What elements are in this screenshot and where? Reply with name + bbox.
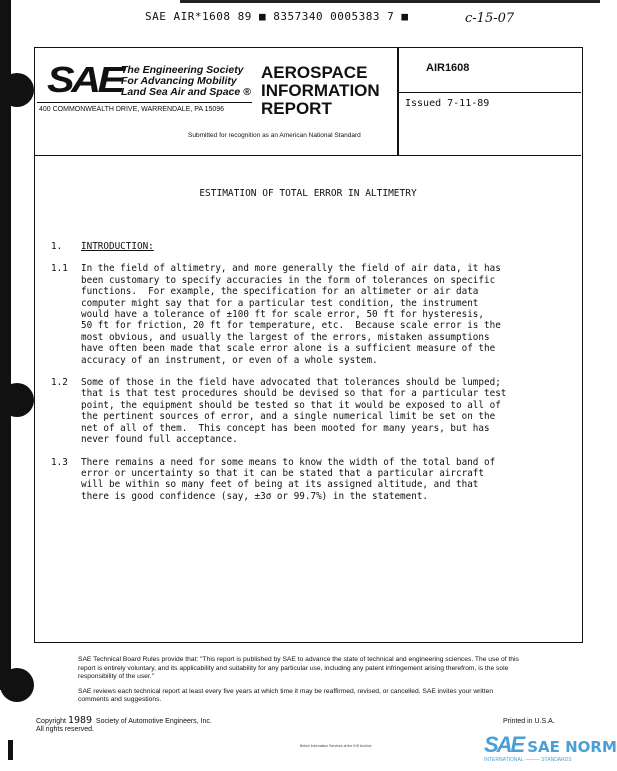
address: 400 COMMONWEALTH DRIVE, WARRENDALE, PA 15096: [39, 106, 225, 113]
copyright: [36, 717, 212, 734]
punch-hole: [0, 383, 34, 417]
paragraph: [51, 457, 576, 503]
watermark-sub: INTERNATIONAL ——— STANDARDS: [484, 757, 572, 763]
report-type-line: AEROSPACE: [261, 63, 368, 82]
review-text: SAE reviews each technical report at least every five years at which time it may be reaffirmed, revised, or cancelled. SAE invites your written comments and suggestions.: [78, 687, 494, 703]
report-type-line: INFORMATION: [261, 81, 380, 100]
section-number: 1.3: [51, 456, 68, 468]
archive-note: British Information Services at the IHS Archive: [300, 744, 372, 748]
doc-number-box: [398, 48, 581, 93]
sae-norm-watermark: [484, 734, 617, 759]
watermark-logo: SAE: [484, 732, 524, 757]
report-frame: [34, 47, 583, 643]
tagline-line: Land Sea Air and Space ®: [121, 86, 251, 98]
paragraph-text: In the field of altimetry, and more generally the field of air data, it has been customary to specify accuracies in the form of tolerances on specific functions. For example, the specification for an altimeter or air data computer might say that for a particular test condition, the instrument would have a tolerance of ±100 ft for scale error, 50 ft for hysteresis, 50 ft for friction, 20 ft for temperature, etc. Because scale error is the most obvious, and usually the largest of the errors, mistaken assumptions have often been made that scale error alone is a sufficient measure of the accuracy of an instrument, or even of a whole system.: [81, 263, 501, 366]
paragraph-text: There remains a need for some means to know the width of the total band of error or uncertainty so that it can be stated that a particular aircraft will be within so many feet of being at its assigned altitude, and that there is good confidence (say, ±3σ or 99.7%) in the statement.: [81, 456, 496, 502]
scan-edge-mark: [8, 740, 13, 760]
document-code: SAE AIR*1608 89 ■ 8357340 0005383 7 ■: [145, 10, 409, 23]
copyright-holder: Society of Automotive Engineers, Inc.: [95, 718, 212, 725]
scan-top-edge: [180, 0, 600, 3]
document-body: [51, 241, 576, 513]
section-number: 1.: [51, 241, 63, 252]
board-rules-text: SAE Technical Board Rules provide that: "This report is published by SAE to advance the state of technical and engineering sciences. The use of this report is entirely voluntary, and its applicability and suitability for any particular use, including any patent infringement arising therefrom, is the sole responsibility of the user.": [78, 656, 519, 680]
punch-hole: [0, 668, 34, 702]
doc-number: AIR1608: [426, 62, 470, 74]
tagline-line: The Engineering Society: [121, 64, 244, 76]
watermark-name: SAE NORM: [527, 738, 617, 756]
paragraph: [51, 377, 576, 445]
section-heading: [51, 241, 576, 252]
divider: [37, 102, 252, 103]
report-type-line: REPORT: [261, 99, 332, 118]
report-type: [261, 64, 380, 118]
report-header: [35, 48, 581, 156]
handwritten-date: c-15-07: [465, 11, 515, 26]
legal-notice: [78, 656, 523, 711]
issued-date: Issued 7-11-89: [405, 98, 490, 109]
tagline-line: For Advancing Mobility: [121, 75, 237, 87]
document-title: ESTIMATION OF TOTAL ERROR IN ALTIMETRY: [199, 188, 417, 199]
section-title: INTRODUCTION:: [81, 241, 154, 252]
paragraph-text: Some of those in the field have advocated that tolerances should be lumped; that is that test procedures should be devised so that for a particular test point, the equipment should be tested so that it would be exposed to all of the pertinent sources of error, and a single numerical limit be set on the net of all of them. This concept has been mooted for many years, but has never found full acceptance.: [81, 377, 507, 446]
punch-hole: [0, 73, 34, 107]
paragraph: [51, 263, 576, 366]
sae-logo: SAE: [47, 59, 122, 100]
society-tagline: [121, 65, 251, 98]
section-number: 1.2: [51, 377, 68, 389]
copyright-year: 1989: [67, 715, 93, 726]
copyright-label: Copyright: [36, 718, 66, 725]
rights-reserved: All rights reserved.: [36, 726, 94, 733]
printed-in: Printed in U.S.A.: [503, 718, 555, 725]
section-number: 1.1: [51, 263, 68, 275]
submitted-note: Submitted for recognition as an American National Standard: [188, 132, 361, 139]
